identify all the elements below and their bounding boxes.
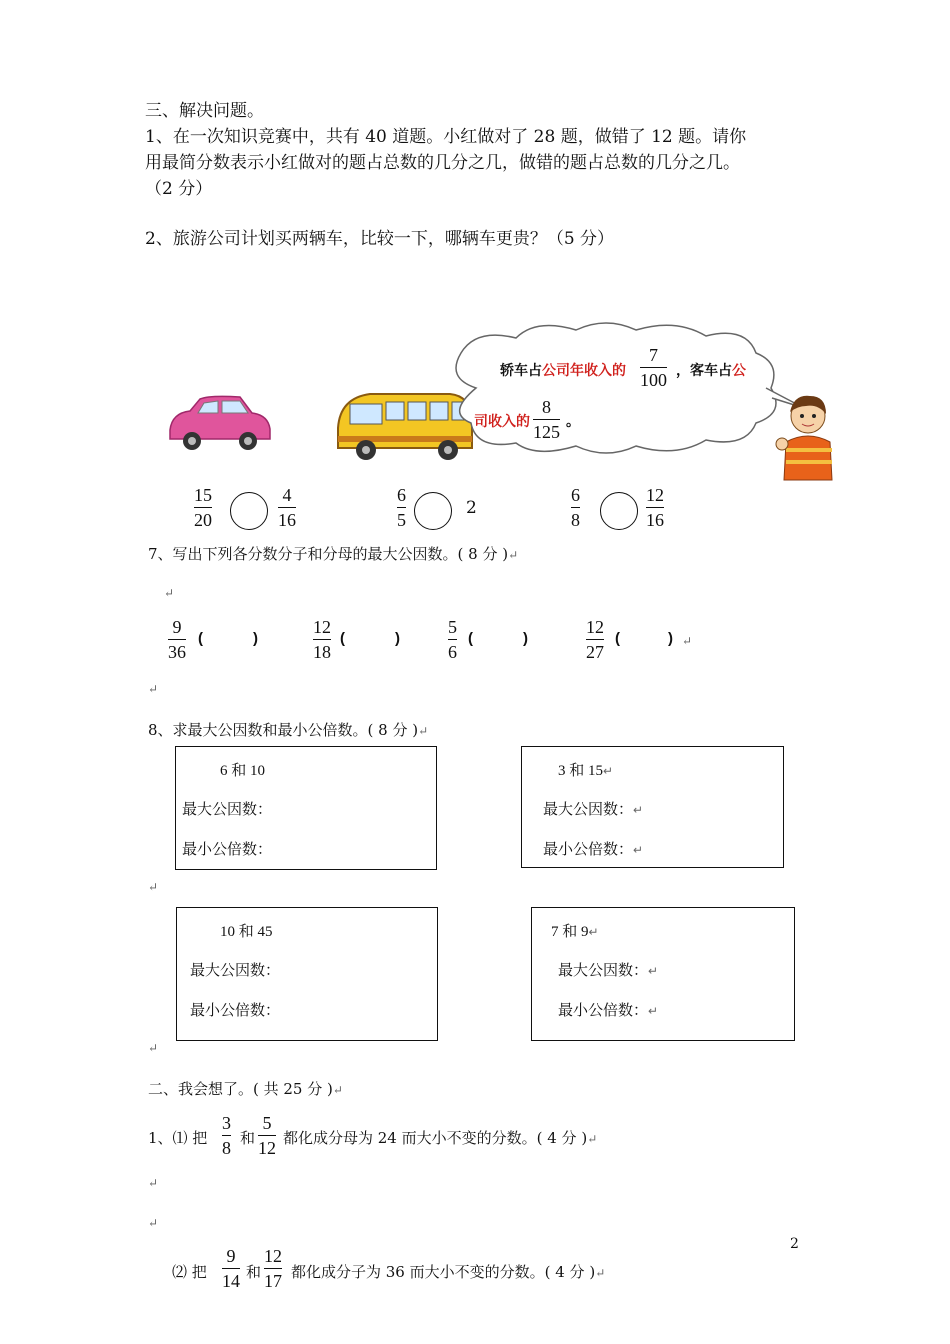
q7-open-paren: ( <box>615 630 620 647</box>
return-mark: ↵ <box>587 1132 598 1146</box>
return-mark: ↵ <box>148 1176 159 1190</box>
numerator: 9 <box>172 617 182 637</box>
q7-open-paren: ( <box>468 630 473 647</box>
return-mark: ↵ <box>633 843 644 857</box>
numerator: 3 <box>222 1113 231 1133</box>
q1-line-2: 用最简分数表示小红做对的题占总数的几分之几，做错的题占总数的几分之几。 <box>145 153 740 173</box>
numerator: 15 <box>194 485 212 505</box>
return-mark: ↵ <box>148 1216 159 1230</box>
q8-title-text: 8、求最大公因数和最小公倍数。( 8 分 ) <box>148 721 419 739</box>
denominator: 8 <box>222 1138 231 1158</box>
compare-3-left-fraction <box>571 485 580 530</box>
q8-gcd-label: 最大公因数： <box>190 963 281 979</box>
numerator: 6 <box>571 485 580 505</box>
speech-segment: ，客车占 <box>676 362 732 378</box>
q7-open-paren: ( <box>198 630 203 647</box>
boy-illustration <box>772 392 838 484</box>
denominator: 100 <box>640 370 667 390</box>
compare-3-answer-circle[interactable] <box>600 492 638 530</box>
q8-box-pair-text: 7 和 9 <box>551 924 589 940</box>
s2-q1-fraction-2 <box>258 1113 276 1158</box>
return-mark: ↵ <box>603 764 614 778</box>
speech-text-line-1b <box>676 360 746 380</box>
q8-lcm-label <box>558 999 658 1020</box>
q8-title <box>148 719 428 740</box>
return-mark: ↵ <box>148 880 159 894</box>
compare-2-right-whole: 2 <box>466 498 477 518</box>
denominator: 36 <box>168 642 186 662</box>
s2-q2-fraction-2 <box>264 1246 282 1291</box>
denominator: 16 <box>278 510 296 530</box>
q8-gcd-label-text: 最大公因数： <box>558 963 649 979</box>
denominator: 6 <box>448 642 457 662</box>
q8-lcm-label: 最小公倍数： <box>190 1003 281 1019</box>
q1-line-1: 1、在一次知识竞赛中，共有 40 道题。小红做对了 28 题，做错了 12 题。请你 <box>145 127 747 147</box>
denominator: 14 <box>222 1271 240 1291</box>
speech-segment-red: 公 <box>732 362 746 378</box>
q1-line-3: （2 分） <box>145 179 213 199</box>
return-mark: ↵ <box>648 964 659 978</box>
return-mark: ↵ <box>418 724 429 738</box>
q7-title-text: 7、写出下列各分数分子和分母的最大公因数。( 8 分 ) <box>148 545 509 563</box>
section-2-heading <box>148 1078 343 1099</box>
s2-q2-and: 和 <box>246 1263 262 1281</box>
q2-text: 2、旅游公司计划买两辆车，比较一下，哪辆车更贵？（5 分） <box>145 229 615 249</box>
speech-text-line-2: 司收入的 <box>474 413 530 429</box>
section-3-heading: 三、解决问题。 <box>145 101 264 121</box>
q8-gcd-label-text: 最大公因数： <box>543 802 634 818</box>
denominator: 12 <box>258 1138 276 1158</box>
s2-q1-text-content: 都化成分母为 24 而大小不变的分数。( 4 分 ) <box>283 1129 588 1147</box>
s2-q1-and: 和 <box>240 1129 256 1147</box>
return-mark: ↵ <box>148 682 159 696</box>
s2-q1-fraction-1 <box>222 1113 231 1158</box>
q8-lcm-label-text: 最小公倍数： <box>543 842 634 858</box>
numerator: 12 <box>264 1246 282 1266</box>
q8-lcm-label <box>543 838 643 859</box>
return-mark: ↵ <box>682 634 693 648</box>
s2-q2-label: ⑵ 把 <box>172 1263 207 1281</box>
page-number: 2 <box>790 1236 799 1252</box>
compare-1-left-fraction <box>194 485 212 530</box>
return-mark: ↵ <box>164 586 175 600</box>
q7-close-paren: ) <box>668 630 673 647</box>
q7-open-paren: ( <box>340 630 345 647</box>
numerator: 12 <box>313 617 331 637</box>
return-mark: ↵ <box>633 803 644 817</box>
q7-fraction-3 <box>448 617 457 662</box>
q8-box-pair: 10 和 45 <box>220 924 273 940</box>
numerator: 4 <box>282 485 292 505</box>
car-illustration <box>160 395 275 455</box>
denominator: 17 <box>264 1271 282 1291</box>
numerator: 12 <box>586 617 604 637</box>
q8-gcd-label: 最大公因数： <box>182 802 273 818</box>
q8-box-pair <box>551 920 599 941</box>
s2-q2-text <box>291 1261 605 1282</box>
denominator: 5 <box>397 510 406 530</box>
q8-box-pair-text: 3 和 15 <box>558 763 604 779</box>
s2-q2-fraction-1 <box>222 1246 240 1291</box>
return-mark: ↵ <box>508 548 519 562</box>
denominator: 20 <box>194 510 212 530</box>
return-mark: ↵ <box>588 925 599 939</box>
return-mark: ↵ <box>595 1266 606 1280</box>
numerator: 5 <box>262 1113 272 1133</box>
speech-fraction-2 <box>533 397 560 442</box>
speech-end: 。 <box>566 414 580 430</box>
q8-box-2 <box>521 746 784 868</box>
compare-3-right-fraction <box>646 485 664 530</box>
compare-1-right-fraction <box>278 485 296 530</box>
denominator: 125 <box>533 422 560 442</box>
numerator: 7 <box>649 345 658 365</box>
q7-fraction-4 <box>586 617 604 662</box>
q8-box-pair: 6 和 10 <box>220 763 266 779</box>
q7-fraction-2 <box>313 617 331 662</box>
q8-box-1 <box>175 746 437 870</box>
speech-segment-red: 公司年收入的 <box>542 362 626 378</box>
q7-close-paren: ) <box>395 630 400 647</box>
numerator: 12 <box>646 485 664 505</box>
speech-text-line-1 <box>500 360 626 380</box>
speech-cloud <box>436 318 816 468</box>
q8-box-pair <box>558 759 613 780</box>
q8-lcm-label: 最小公倍数： <box>182 842 273 858</box>
speech-fraction-1 <box>640 345 667 390</box>
numerator: 9 <box>226 1246 236 1266</box>
numerator: 5 <box>448 617 457 637</box>
return-mark: ↵ <box>332 1083 343 1097</box>
q8-lcm-label-text: 最小公倍数： <box>558 1003 649 1019</box>
q8-gcd-label <box>543 798 643 819</box>
s2-q2-text-content: 都化成分子为 36 而大小不变的分数。( 4 分 ) <box>291 1263 596 1281</box>
denominator: 8 <box>571 510 580 530</box>
q7-close-paren: ) <box>253 630 258 647</box>
q7-fraction-1 <box>168 617 186 662</box>
numerator: 8 <box>542 397 551 417</box>
compare-2-answer-circle[interactable] <box>414 492 452 530</box>
denominator: 16 <box>646 510 664 530</box>
q8-gcd-label <box>558 959 658 980</box>
return-mark: ↵ <box>648 1004 659 1018</box>
s2-q1-text <box>283 1127 597 1148</box>
section-2-heading-text: 二、我会想了。( 共 25 分 ) <box>148 1080 333 1098</box>
compare-1-answer-circle[interactable] <box>230 492 268 530</box>
compare-2-left-fraction <box>397 485 406 530</box>
q8-box-3 <box>176 907 438 1041</box>
denominator: 27 <box>586 642 604 662</box>
return-mark: ↵ <box>148 1041 159 1055</box>
q7-title <box>148 543 518 564</box>
q8-box-4 <box>531 907 795 1041</box>
denominator: 18 <box>313 642 331 662</box>
speech-segment: 轿车占 <box>500 362 542 378</box>
s2-q1-label: 1、⑴ 把 <box>148 1129 208 1147</box>
q7-close-paren: ) <box>523 630 528 647</box>
numerator: 6 <box>397 485 406 505</box>
